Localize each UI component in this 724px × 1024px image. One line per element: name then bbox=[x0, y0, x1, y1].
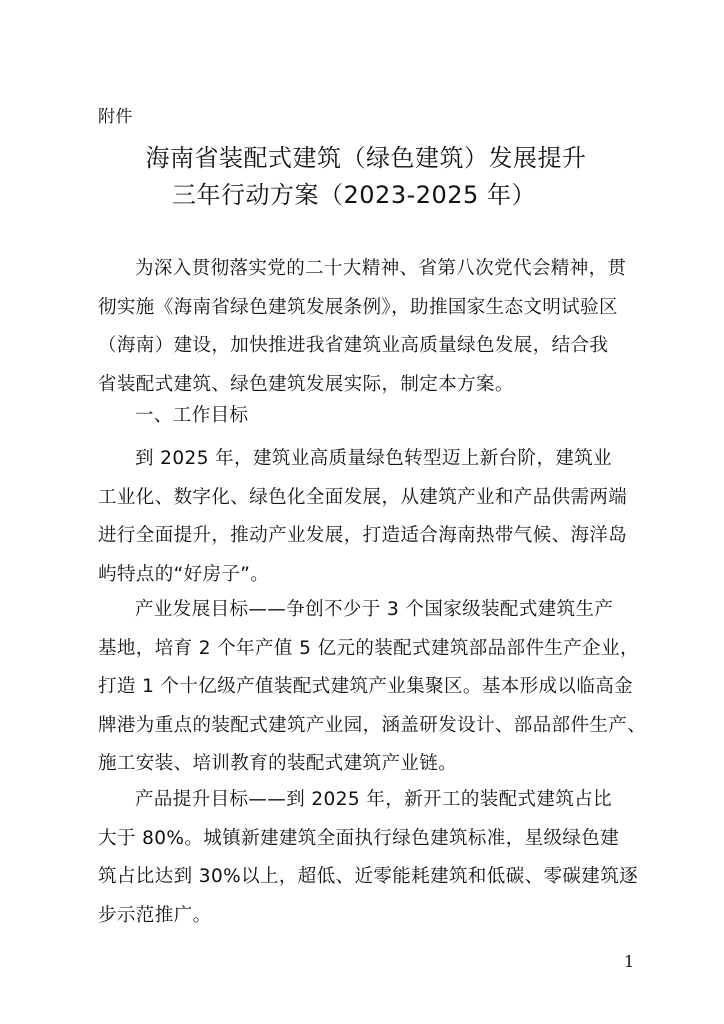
intro-line-3: （海南）建设，加快推进我省建筑业高质量绿色发展，结合我 bbox=[98, 335, 609, 356]
attachment-label: 附件 bbox=[98, 107, 133, 127]
industry-line-1: 产业发展目标——争创不少于 3 个国家级装配式建筑生产 bbox=[135, 599, 614, 620]
document-title-line-2: 三年行动方案（2023-2025 年） bbox=[172, 181, 536, 209]
goal-line-4: 屿特点的“好房子”。 bbox=[98, 563, 270, 585]
intro-paragraph bbox=[98, 250, 638, 404]
goal-line-2: 工业化、数字化、绿色化全面发展，从建筑产业和产品供需两端 bbox=[98, 486, 628, 508]
industry-line-2: 基地，培育 2 个年产值 5 亿元的装配式建筑部品部件生产企业， bbox=[98, 637, 639, 659]
page-number: 1 bbox=[624, 952, 635, 971]
goal-line-3: 进行全面提升，推动产业发展，打造适合海南热带气候、海洋岛 bbox=[98, 525, 628, 546]
product-line-4: 步示范推广。 bbox=[98, 904, 212, 926]
intro-line-1: 为深入贯彻落实党的二十大精神、省第八次党代会精神，贯 bbox=[135, 258, 627, 279]
goal-line-1: 到 2025 年，建筑业高质量绿色转型迈上新台阶，建筑业 bbox=[135, 448, 613, 469]
industry-line-3: 打造 1 个十亿级产值装配式建筑产业集聚区。基本形成以临高金 bbox=[98, 676, 634, 697]
industry-paragraph bbox=[98, 591, 647, 784]
product-line-2: 大于 80%。城镇新建建筑全面执行绿色建筑标准，星级绿色建 bbox=[98, 827, 620, 849]
intro-line-4: 省装配式建筑、绿色建筑发展实际，制定本方案。 bbox=[98, 373, 514, 395]
industry-line-5: 施工安装、培训教育的装配式建筑产业链。 bbox=[98, 753, 458, 774]
product-paragraph bbox=[98, 781, 638, 935]
goal-paragraph bbox=[98, 440, 638, 594]
product-line-1: 产品提升目标——到 2025 年，新开工的装配式建筑占比 bbox=[135, 789, 613, 810]
section-heading-work-goals: 一、工作目标 bbox=[135, 405, 249, 426]
product-line-3: 筑占比达到 30%以上，超低、近零能耗建筑和低碳、零碳建筑逐 bbox=[98, 866, 639, 887]
industry-line-4: 牌港为重点的装配式建筑产业园，涵盖研发设计、部品部件生产、 bbox=[98, 714, 647, 736]
document-title-line-1: 海南省装配式建筑（绿色建筑）发展提升 bbox=[145, 144, 587, 172]
intro-line-2: 彻实施《海南省绿色建筑发展条例》，助推国家生态文明试验区 bbox=[98, 296, 618, 318]
